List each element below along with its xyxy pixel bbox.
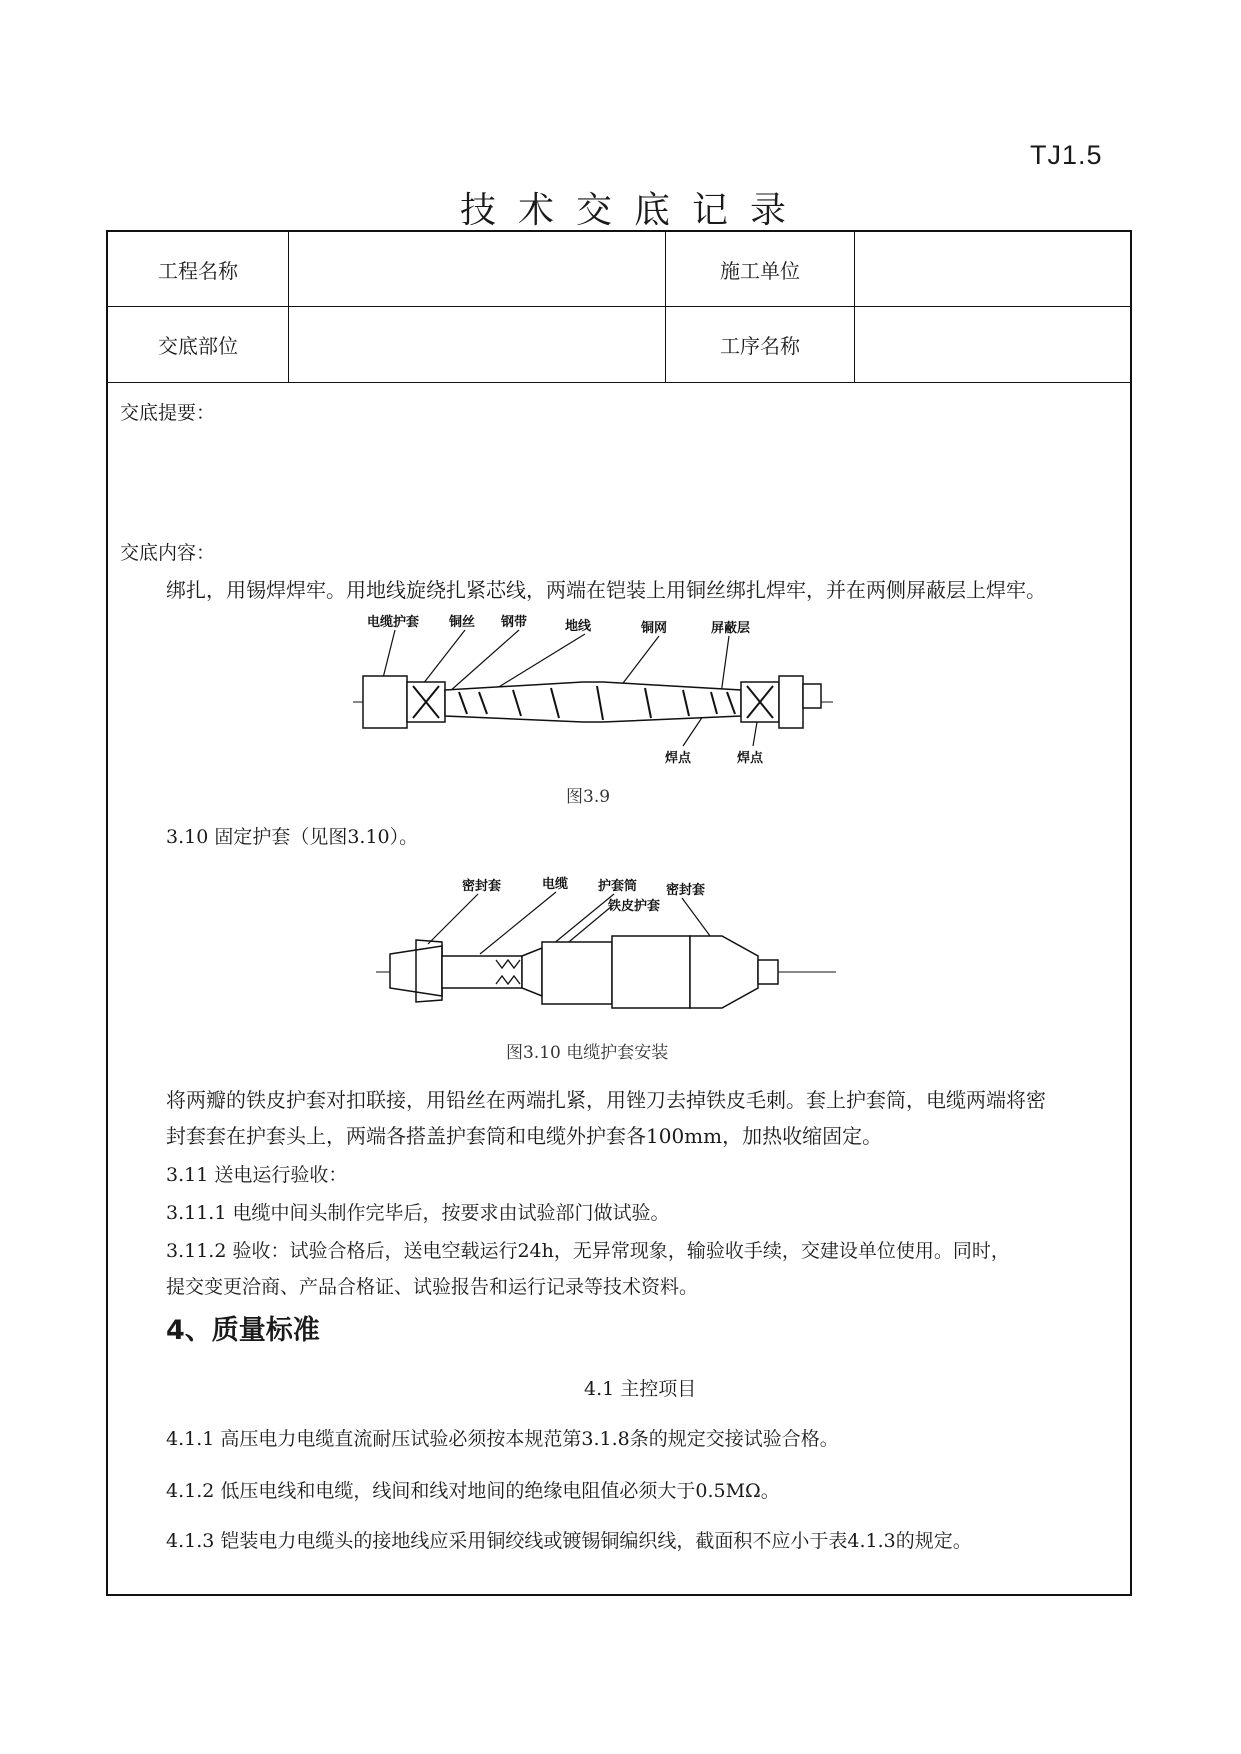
content-label: 交底内容：: [120, 542, 216, 564]
fig310-caption: 图3.10 电缆护套安装: [506, 1043, 669, 1063]
part-field[interactable]: [289, 307, 666, 383]
fig39-label-steel-tape: 钢带: [501, 615, 528, 630]
subsection-4-1: 4.1 主控项目: [584, 1378, 697, 1400]
cable-grounding-figure: [353, 612, 833, 767]
fig39-label-weld-point-1: 焊点: [665, 751, 692, 766]
item-4-1-3: 4.1.3 铠装电力电缆头的接地线应采用铜绞线或镀锡铜编织线，截面积不应小于表4.1.3的规定。: [166, 1530, 972, 1552]
document-title: 技术交底记录: [460, 190, 809, 231]
step-3-11: 3.11 送电运行验收：: [166, 1164, 348, 1186]
fig310-body: [376, 936, 836, 1008]
step-3-11-2-line-2: 提交变更洽商、产品合格证、试验报告和运行记录等技术资料。: [166, 1276, 699, 1298]
record-frame: [106, 230, 1132, 1596]
step-3-10: 3.10 固定护套（见图3.10）。: [166, 826, 419, 848]
document-code: TJ1.5: [1030, 140, 1103, 170]
step-3-11-2-line-1: 3.11.2 验收：试验合格后，送电空载运行24h，无异常现象，输验收手续，交建设单位使用。同时，: [166, 1240, 1010, 1262]
contractor-field[interactable]: [855, 232, 1132, 307]
fig310-label-seal-left: 密封套: [462, 879, 502, 894]
sheath-paragraph-line-2: 封套套在护套头上，两端各搭盖护套筒和电缆外护套各100mm，加热收缩固定。: [166, 1124, 883, 1148]
fig310-label-cable: 电缆: [542, 877, 569, 892]
step-3-11-1: 3.11.1 电缆中间头制作完毕后，按要求由试验部门做试验。: [166, 1202, 670, 1224]
project-name-label: 工程名称: [108, 232, 289, 307]
fig310-label-iron-sheath: 铁皮护套: [608, 899, 661, 914]
process-label: 工序名称: [666, 307, 855, 383]
item-4-1-1: 4.1.1 高压电力电缆直流耐压试验必须按本规范第3.1.8条的规定交接试验合格。: [166, 1428, 839, 1450]
fig39-caption: 图3.9: [566, 787, 611, 807]
fig39-label-shield: 屏蔽层: [711, 621, 751, 636]
binding-paragraph: 绑扎，用锡焊焊牢。用地线旋绕扎紧芯线，两端在铠装上用铜丝绑扎焊牢，并在两侧屏蔽层上焊牢。: [166, 578, 1046, 602]
contractor-label: 施工单位: [666, 232, 855, 307]
fig39-label-weld-point-2: 焊点: [737, 751, 764, 766]
fig39-label-copper-mesh: 铜网: [641, 621, 668, 636]
fig39-label-ground-wire: 地线: [565, 619, 592, 634]
fig310-label-sleeve-tube: 护套筒: [598, 879, 638, 894]
part-label: 交底部位: [108, 307, 289, 383]
sheath-installation-figure: [376, 876, 836, 1016]
fig39-label-cable-sheath: 电缆护套: [367, 615, 420, 630]
fig39-label-copper-wire: 铜丝: [449, 615, 476, 630]
item-4-1-2: 4.1.2 低压电线和电缆，线间和线对地间的绝缘电阻值必须大于0.5MΩ。: [166, 1480, 780, 1502]
sheath-paragraph-line-1: 将两瓣的铁皮护套对扣联接，用铅丝在两端扎紧，用锉刀去掉铁皮毛刺。套上护套筒，电缆两端将密: [166, 1088, 1046, 1112]
summary-label: 交底提要：: [120, 402, 216, 424]
section-4-heading: 4、质量标准: [166, 1315, 320, 1346]
project-name-field[interactable]: [289, 232, 666, 307]
process-field[interactable]: [855, 307, 1132, 383]
fig310-label-seal-right: 密封套: [666, 883, 706, 898]
